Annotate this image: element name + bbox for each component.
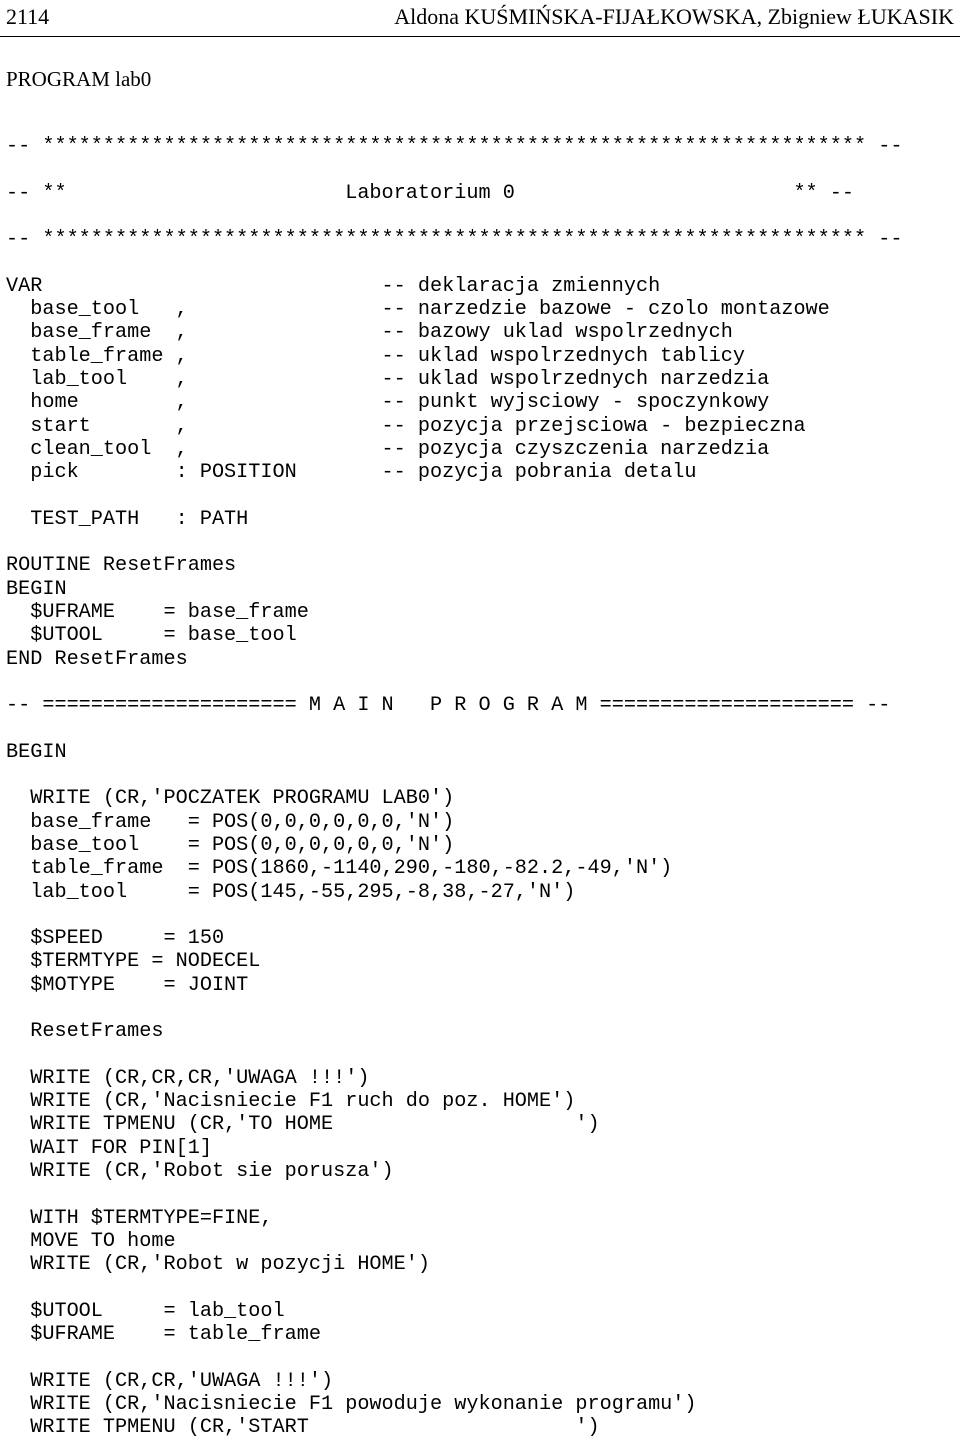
code-line: VAR -- deklaracja zmiennych [6, 274, 661, 298]
code-line: BEGIN [6, 740, 67, 764]
code-line: -- ===================== M A I N P R O G R A M ===================== -- [6, 694, 891, 718]
code-line: lab_tool = POS(145,-55,295,-8,38,-27,'N') [6, 880, 576, 904]
code-line: -- ******************************************************************** -- [6, 135, 903, 158]
code-line: $SPEED = 150 [6, 927, 225, 951]
code-line [6, 997, 956, 1020]
code-line: $TERMTYPE = NODECEL [6, 950, 261, 974]
code-line [6, 1277, 956, 1300]
code-line: table_frame = POS(1860,-1140,290,-180,-82.2,-49,'N') [6, 857, 673, 881]
code-line: WRITE (CR,'Robot w pozycji HOME') [6, 1253, 431, 1277]
code-line [6, 671, 956, 694]
code-line [6, 764, 956, 787]
code-line: WRITE (CR,'Robot sie porusza') [6, 1160, 394, 1184]
code-line [6, 251, 956, 274]
page-number: 2114 [6, 4, 50, 29]
code-line: MOVE TO home [6, 1229, 176, 1253]
code-line: base_tool , -- narzedzie bazowe - czolo montazowe [6, 298, 830, 322]
code-line: BEGIN [6, 577, 67, 601]
code-line [6, 1044, 956, 1067]
code-line: $UFRAME = base_frame [6, 600, 309, 624]
code-line: base_frame , -- bazowy uklad wspolrzednych [6, 321, 733, 345]
code-line: ResetFrames [6, 1020, 164, 1044]
code-line: pick : POSITION -- pozycja pobrania detalu [6, 461, 697, 485]
code-listing [6, 135, 956, 1440]
code-line: ROUTINE ResetFrames [6, 554, 237, 578]
code-line: start , -- pozycja przejsciowa - bezpieczna [6, 414, 806, 438]
code-line: base_frame = POS(0,0,0,0,0,0,'N') [6, 810, 455, 834]
code-line: base_tool = POS(0,0,0,0,0,0,'N') [6, 833, 455, 857]
code-line [6, 1183, 956, 1206]
code-line: clean_tool , -- pozycja czyszczenia narzedzia [6, 437, 770, 461]
program-title: PROGRAM lab0 [6, 67, 152, 91]
code-line: END ResetFrames [6, 647, 188, 671]
code-line: WRITE (CR,CR,'UWAGA !!!') [6, 1369, 334, 1393]
code-line: home , -- punkt wyjsciowy - spoczynkowy [6, 391, 770, 415]
code-line: WRITE TPMENU (CR,'START ') [6, 1416, 600, 1440]
code-line: $MOTYPE = JOINT [6, 973, 249, 997]
code-line: table_frame , -- uklad wspolrzednych tablicy [6, 344, 745, 368]
code-line [6, 531, 956, 554]
code-line: WRITE (CR,CR,CR,'UWAGA !!!') [6, 1066, 370, 1090]
code-line [6, 904, 956, 927]
code-line: -- ** Laboratorium 0 ** -- [6, 181, 855, 205]
code-line: $UTOOL = base_tool [6, 624, 297, 648]
page-header [0, 0, 960, 37]
code-line: WAIT FOR PIN[1] [6, 1136, 212, 1160]
code-line: WRITE (CR,'Nacisniecie F1 ruch do poz. HOME') [6, 1090, 576, 1114]
code-line: lab_tool , -- uklad wspolrzednych narzedzia [6, 367, 770, 391]
code-line [6, 158, 956, 181]
code-line [6, 717, 956, 740]
code-line: WRITE TPMENU (CR,'TO HOME ') [6, 1113, 600, 1137]
code-line [6, 205, 956, 228]
code-line: WRITE (CR,'POCZATEK PROGRAMU LAB0') [6, 787, 455, 811]
code-line: -- ******************************************************************** -- [6, 228, 903, 252]
code-line: $UFRAME = table_frame [6, 1323, 321, 1347]
code-line: WITH $TERMTYPE=FINE, [6, 1206, 273, 1230]
code-line: WRITE (CR,'Nacisniecie F1 powoduje wykonanie programu') [6, 1393, 697, 1417]
code-line [6, 484, 956, 507]
running-head-authors: Aldona KUŚMIŃSKA-FIJAŁKOWSKA, Zbigniew ŁUKASIK [394, 4, 954, 29]
code-line: $UTOOL = lab_tool [6, 1299, 285, 1323]
code-line [6, 1346, 956, 1369]
code-line: TEST_PATH : PATH [6, 507, 249, 531]
